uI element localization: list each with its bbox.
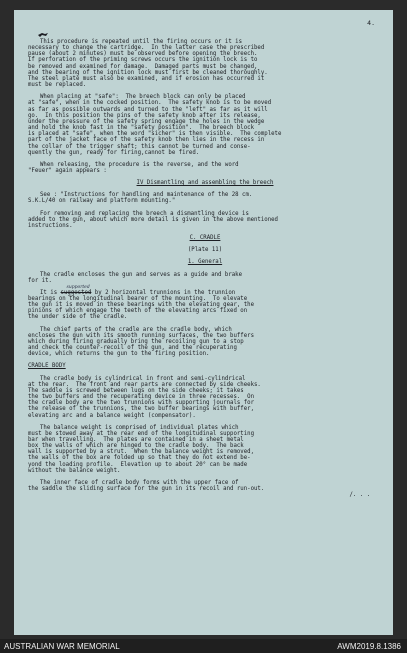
text-line: pinions of which engage the teeth of the elevating arcs fixed on xyxy=(28,308,248,315)
cradle-intro-line: The cradle encloses the gun and serves as a guide and brake xyxy=(40,271,243,278)
ink-blot xyxy=(38,32,48,37)
text-line: under the pressure of the safety spring engage the holes in the wedge xyxy=(28,118,265,125)
text-line: pause (about 2 minutes) must be observed before opening the breech. xyxy=(28,51,258,58)
text-line: encloses the gun with its smooth running surfaces, the two buffers xyxy=(28,332,254,339)
text-line: wall is supported by a strut. When the balance weight is removed, xyxy=(28,449,254,456)
paragraph-balance-weight xyxy=(28,424,370,474)
text-line: The cradle body is cylindrical in front and semi-cylindrical xyxy=(40,375,246,382)
paragraph-dismantling-device xyxy=(28,210,370,229)
text-line: the cradle body are the two trunnions with supporting journals for xyxy=(28,400,254,407)
text-line: The saddle is screwed between lugs on the side cheeks; it takes xyxy=(28,387,244,394)
trunnion-first-line: It is supported suggested by 2 horizontal trunnions in the trunnion xyxy=(40,284,236,296)
text-line: the gun it is moved in these bearings with the elevating gear, the xyxy=(28,302,254,309)
text-line: If perforation of the priming screws occurs the ignition lock is to xyxy=(28,57,258,64)
page-number: 4. xyxy=(367,19,375,27)
text-line: go. In this position the pins of the safety knob after its release, xyxy=(28,112,261,119)
text-line: S.K.L/40 on railway and platform mounting." xyxy=(28,198,176,205)
text-line: See : "Instructions for handling and maintenance of the 28 cm. xyxy=(40,192,253,199)
text-line: the two buffers and the recuperating device in three recesses. On xyxy=(28,394,254,401)
text-line: quently the gun, ready for firing,cannot be fired. xyxy=(28,149,200,156)
text-line: as far as possible outwards and turned to the "left" as far as it will xyxy=(28,106,268,113)
heading-cradle-body: CRADLE BODY xyxy=(28,363,66,370)
paragraph-inner-face xyxy=(28,479,370,493)
text-line: be removed and examined for damage. Damaged parts must be changed, xyxy=(28,63,258,70)
paragraph-placing-safe xyxy=(28,94,370,156)
text-line: The steel plate must also be examined, and if erosion has occurred it xyxy=(28,75,265,82)
footer-reference: AWM2019.8.1386 xyxy=(337,642,401,651)
struck-word: suggested xyxy=(60,289,92,296)
footer-bar xyxy=(0,639,407,653)
paragraph-trunnions xyxy=(28,296,370,321)
heading-dismantling: IV Dismantling and assembling the breech xyxy=(136,180,274,187)
text-line: The chief parts of the cradle are the cradle body, which xyxy=(40,326,232,333)
text-line: the release of the trunnions, the two buffer bearings with buffer, xyxy=(28,406,254,413)
text-line: must be stowed away at the rear end of the longitudinal supporting xyxy=(28,430,254,437)
text-line: When releasing, the procedure is the reverse, and the word xyxy=(40,161,239,168)
continuation-mark: /. . . xyxy=(349,492,370,499)
text-line: the collar of the trigger shaft; this cannot be turned and conse- xyxy=(28,143,251,150)
text-line: is placed at "safe", when the word "sicher" is then visible. The complete xyxy=(28,131,282,138)
text-line: and the bearing of the ignition lock must first be cleaned thoroughly. xyxy=(28,69,268,76)
paragraph-chief-parts xyxy=(28,326,370,358)
heading-cradle: C. CRADLE xyxy=(189,235,221,242)
text-line: When placing at "safe": The breech block can only be placed xyxy=(40,94,246,101)
text-line: box the walls of which are hinged to the cradle body. The back xyxy=(28,443,244,450)
paragraph-releasing xyxy=(28,161,370,174)
paragraph-firing-procedure xyxy=(28,39,370,89)
text-line: For removing and replacing the breech a dismantling device is xyxy=(40,210,249,217)
heading-general: 1. General xyxy=(187,259,223,266)
text-line: the under side of the cradle. xyxy=(28,314,128,321)
text-line: added to the gun, about which more detail is given in the above mentioned xyxy=(28,216,278,223)
text-line: device, which returns the gun to the firing position. xyxy=(28,351,210,358)
text-line: The inner face of cradle body forms with the upper face of xyxy=(40,479,239,486)
cradle-intro-line-2: for it. xyxy=(28,277,52,284)
footer-institution: AUSTRALIAN WAR MEMORIAL xyxy=(4,642,120,651)
text-line: yond the loading profile. Elevation up to about 20° can be made xyxy=(28,461,248,468)
text-line: The balance weight is comprised of individual plates which xyxy=(40,424,239,431)
text-line: and check the counter-recoil of the gun, and the recuperating xyxy=(28,345,237,352)
text-line: the walls of the box are folded up so that they do not extend be- xyxy=(28,455,251,462)
text-line: the saddle the sliding surface for the gun in its recoil and run-out. xyxy=(28,486,265,493)
text-line: This procedure is repeated until the firing occurs or it is xyxy=(40,39,243,45)
document-page xyxy=(14,10,393,635)
text-line: elevating arc and a balance weight (compensator). xyxy=(28,412,196,419)
text-line: instructions. xyxy=(28,222,73,229)
handwritten-correction: supported xyxy=(66,284,90,290)
paragraph-cradle-body xyxy=(28,375,370,419)
text-line: bearings on the longitudinal bearer of the mounting. To elevate xyxy=(28,296,248,302)
text-line: at the rear. The front and rear parts are connected by side cheeks. xyxy=(28,381,261,388)
paragraph-see-instructions xyxy=(28,192,370,205)
text-line: which during firing gradually bring the recoiling gun to a stop xyxy=(28,338,244,345)
text-line: without the balance weight. xyxy=(28,467,121,474)
document-body xyxy=(28,39,370,499)
text-line: "Feuer" again appears : xyxy=(28,167,107,174)
text-line: bar when travelling. The plates are contained in a sheet metal xyxy=(28,436,244,443)
heading-plate: (Plate 11) xyxy=(187,247,223,254)
text-line: necessary to change the cartridge. In the latter case the prescribed xyxy=(28,45,265,52)
text-line: and hold the knob fast in the "safety position". The breech block xyxy=(28,125,254,132)
text-line: must be replaced. xyxy=(28,82,87,89)
text-line: at "safe", when in the cocked position. The safety knob is to be moved xyxy=(28,100,272,107)
text-line: part of the jacket face of the safety knob then lies in the recess in xyxy=(28,137,265,144)
